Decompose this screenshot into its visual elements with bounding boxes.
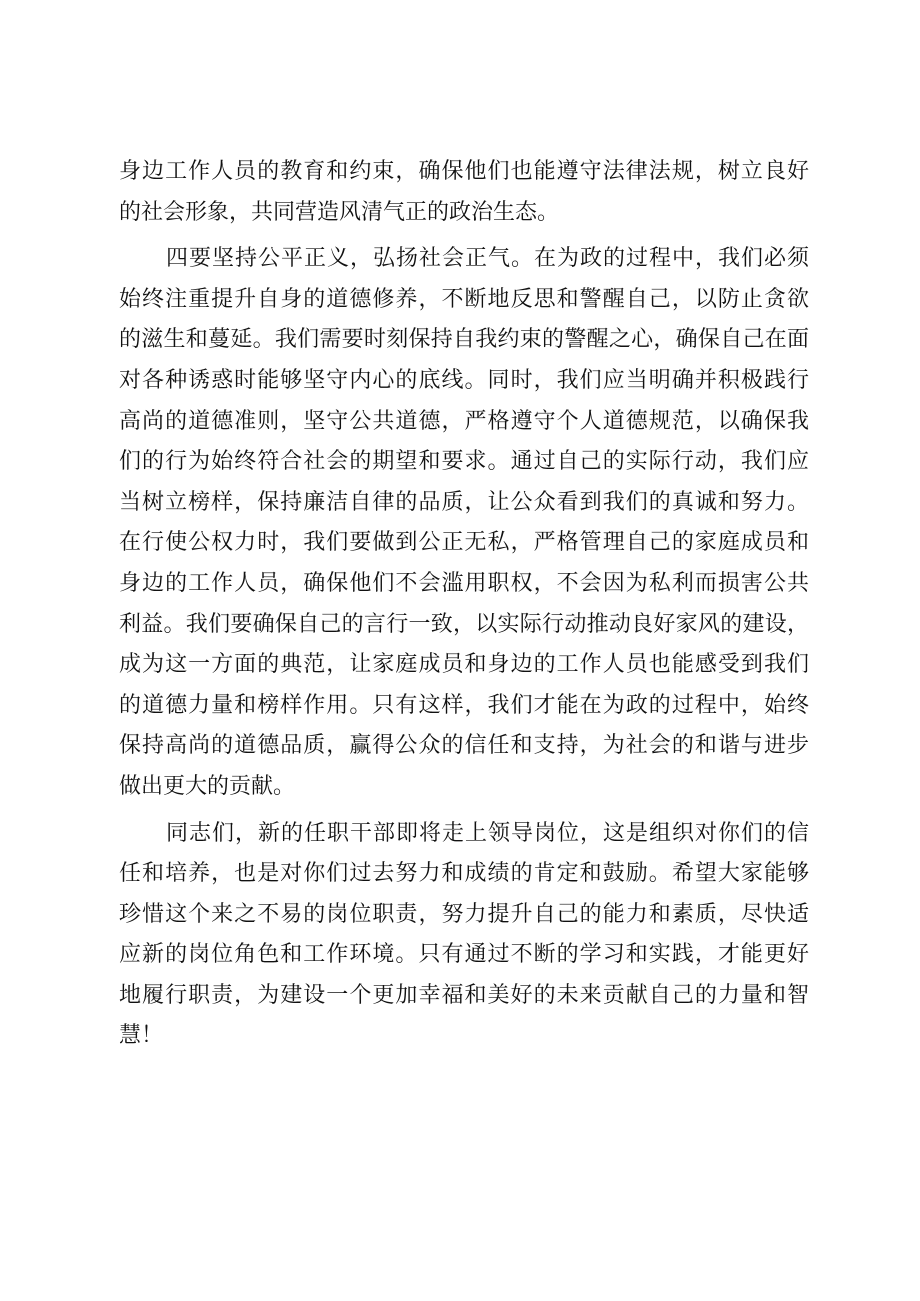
- paragraph-3: [119, 814, 809, 1058]
- paragraph-line: 同志们，新的任职干部即将走上领导岗位，这是组织对你们的信: [166, 820, 809, 846]
- paragraph-line: 们的行为始终符合社会的期望和要求。通过自己的实际行动，我们应: [119, 449, 809, 475]
- paragraph-line: 慧！: [119, 1023, 164, 1049]
- paragraph-2: [119, 239, 809, 807]
- paragraph-line: 成为这一方面的典范，让家庭成员和身边的工作人员也能感受到我们: [119, 652, 809, 678]
- paragraph-line: 任和培养，也是对你们过去努力和成绩的肯定和鼓励。希望大家能够: [119, 861, 809, 887]
- paragraph-line: 利益。我们要确保自己的言行一致，以实际行动推动良好家风的建设，: [119, 611, 809, 637]
- paragraph-line: 始终注重提升自身的道德修养，不断地反思和警醒自己，以防止贪欲: [119, 286, 809, 312]
- paragraph-line: 应新的岗位角色和工作环境。只有通过不断的学习和实践，才能更好: [119, 942, 809, 968]
- paragraph-line: 四要坚持公平正义，弘扬社会正气。在为政的过程中，我们必须: [166, 246, 809, 272]
- paragraph-line: 珍惜这个来之不易的岗位职责，努力提升自己的能力和素质，尽快适: [119, 901, 809, 927]
- paragraph-line: 地履行职责，为建设一个更加幸福和美好的未来贡献自己的力量和智: [119, 982, 809, 1008]
- paragraph-line: 当树立榜样，保持廉洁自律的品质，让公众看到我们的真诚和努力。: [119, 489, 809, 515]
- paragraph-line: 的社会形象，共同营造风清气正的政治生态。: [119, 199, 560, 225]
- paragraph-line: 的道德力量和榜样作用。只有这样，我们才能在为政的过程中，始终: [119, 692, 809, 718]
- document-body: [119, 152, 809, 1057]
- paragraph-line: 做出更大的贡献。: [119, 773, 296, 799]
- paragraph-line: 对各种诱惑时能够坚守内心的底线。同时，我们应当明确并积极践行: [119, 367, 809, 393]
- paragraph-1: [119, 152, 809, 233]
- paragraph-line: 身边的工作人员，确保他们不会滥用职权，不会因为私利而损害公共: [119, 570, 809, 596]
- paragraph-line: 保持高尚的道德品质，赢得公众的信任和支持，为社会的和谐与进步: [119, 733, 809, 759]
- paragraph-line: 在行使公权力时，我们要做到公正无私，严格管理自己的家庭成员和: [119, 530, 809, 556]
- paragraph-line: 身边工作人员的教育和约束，确保他们也能遵守法律法规，树立良好: [119, 159, 809, 184]
- paragraph-line: 高尚的道德准则，坚守公共道德，严格遵守个人道德规范，以确保我: [119, 408, 809, 434]
- paragraph-line: 的滋生和蔓延。我们需要时刻保持自我约束的警醒之心，确保自己在面: [119, 327, 809, 353]
